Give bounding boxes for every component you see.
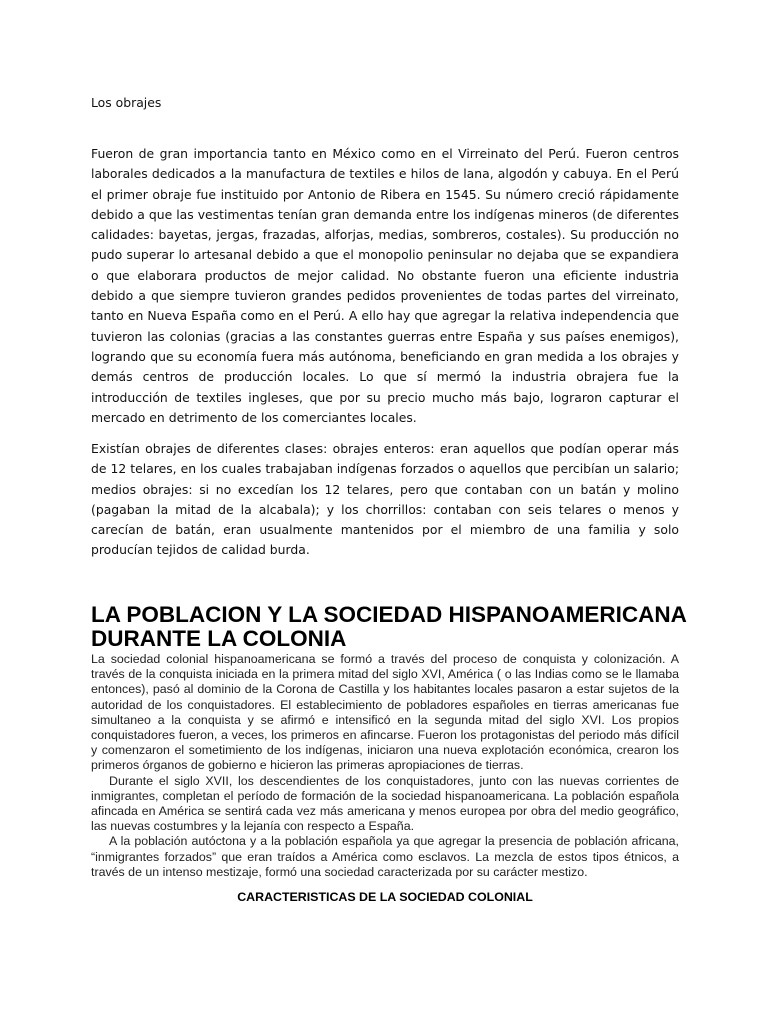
obrajes-paragraph-2 [91, 439, 679, 561]
paragraph-text: Fueron de gran importancia tanto en México como en el Virreinato del Perú. Fueron centros laborales dedicados a la manufactura de textiles e hilos de lana, algodón y cabuya. En el Perú el primer obraje fue instituido por Antonio de Ribera en 1545. Su número creció rápidamente debido a que las vestimentas tenían gran demanda entre los indígenas mineros (de diferentes calidades: bayetas, jergas, frazadas, alforjas, medias, sombreros, costales). Su producción no pudo superar lo artesanal debido a que el monopolio peninsular no dejaba que se expandiera o que elaborara productos de mejor calidad. No obstante fueron una eficiente industria debido a que siempre tuvieron grandes pedidos provenientes de todas partes del virreinato, tanto en Nueva España como en el Perú. A ello hay que agregar la relativa independencia que tuvieron las colonias (gracias a las constantes guerras entre España y sus países enemigos), logrando que su economía fuera más autónoma, beneficiando en gran medida a los obrajes y demás centros de producción locales. Lo que sí mermó la industria obrajera fue la introducción de textiles ingleses, que por su precio mucho más bajo, lograron capturar el mercado en detrimento de los comerciantes locales. [91, 146, 679, 425]
poblacion-paragraph-3: A la población autóctona y a la población española ya que agregar la presencia de población africana, “inmigrantes forzados” que eran traídos a América como esclavos. La mezcla de estos tipos étnicos, a través de un intenso mestizaje, formó una sociedad caracterizada por su carácter mestizo. [91, 834, 679, 879]
obrajes-paragraph-1 [91, 144, 679, 428]
poblacion-body [91, 652, 679, 880]
section-heading-poblacion: LA POBLACION Y LA SOCIEDAD HISPANOAMERICANA DURANTE LA COLONIA [91, 602, 687, 651]
section-title-obrajes: Los obrajes [91, 95, 162, 110]
poblacion-paragraph-2: Durante el siglo XVII, los descendientes de los conquistadores, junto con las nuevas corrientes de inmigrantes, completan el período de formación de la sociedad hispanoamericana. La población española afincada en América se sentirá cada vez más americana y menos europea por obra del medio geográfico, las nuevas costumbres y la lejanía con respecto a España. [91, 773, 679, 834]
subheading-caracteristicas: CARACTERISTICAS DE LA SOCIEDAD COLONIAL [237, 890, 533, 904]
paragraph-text: Existían obrajes de diferentes clases: obrajes enteros: eran aquellos que podían operar más de 12 telares, en los cuales trabajaban indígenas forzados o aquellos que percibían un salario; medios obrajes: si no excedían los 12 telares, pero que contaban con un batán y molino (pagaban la mitad de la alcabala); y los chorrillos: contaban con seis telares o menos y carecían de batán, eran usualmente mantenidos por el miembro de una familia y solo producían tejidos de calidad burda. [91, 441, 679, 558]
poblacion-paragraph-1: La sociedad colonial hispanoamericana se formó a través del proceso de conquista y colonización. A través de la conquista iniciada en la primera mitad del siglo XVI, América ( o las Indias como se le llamaba entonces), pasó al dominio de la Corona de Castilla y los habitantes locales pasaron a estar sujetos de la autoridad de los conquistadores. El establecimiento de pobladores españoles en tierras americanas fue simultaneo a la conquista y se afirmó e intensificó en la segunda mitad del siglo XVI. Los propios conquistadores fueron, a veces, los primeros en afincarse. Fueron los protagonistas del periodo más difícil y comenzaron el sometimiento de los indígenas, iniciaron una nueva explotación económica, crearon los primeros órganos de gobierno e hicieron las primeras apropiaciones de tierras. [91, 652, 679, 773]
